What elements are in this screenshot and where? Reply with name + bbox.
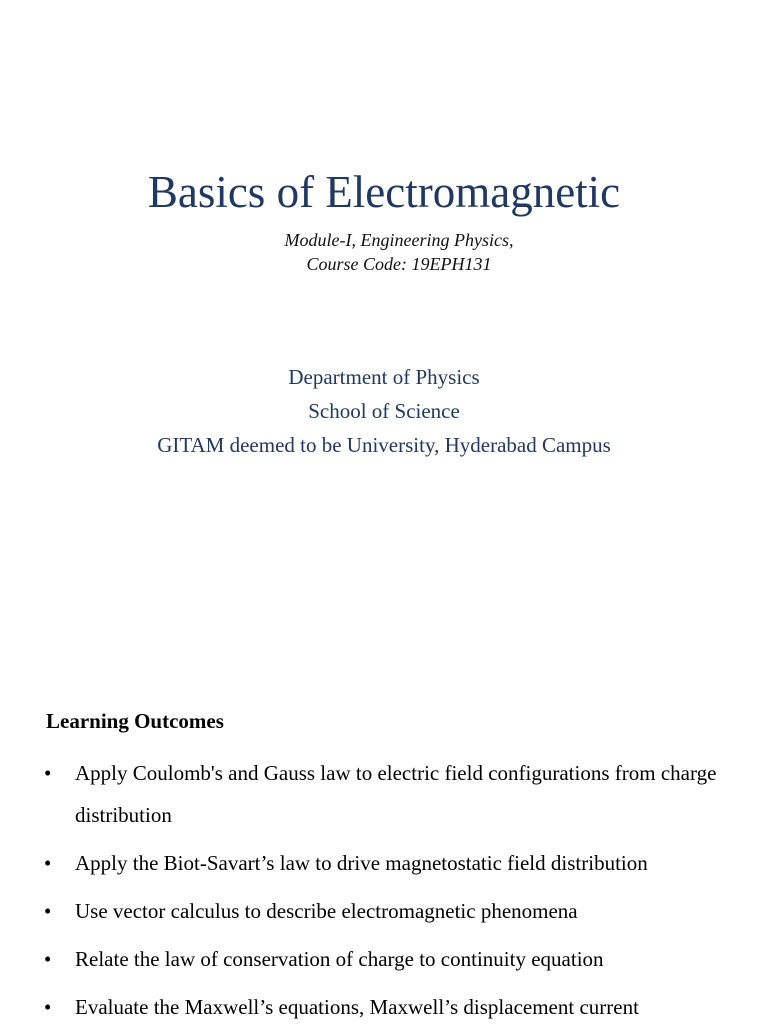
department-name: Department of Physics	[288, 365, 480, 389]
list-item	[0, 938, 768, 980]
list-item-text: Evaluate the Maxwell’s equations, Maxwell’s displacement current	[75, 995, 639, 1019]
document-title: Basics of Electromagnetic	[147, 167, 621, 217]
list-item	[0, 842, 768, 884]
learning-outcomes-heading: Learning Outcomes	[46, 709, 224, 733]
list-item-text: Use vector calculus to describe electromagnetic phenomena	[75, 899, 578, 923]
school-name: School of Science	[308, 399, 460, 423]
module-subtitle: Module-I, Engineering Physics,	[284, 230, 514, 250]
list-item	[0, 890, 768, 932]
list-item-text: Apply the Biot-Savart’s law to drive magnetostatic field distribution	[75, 851, 648, 875]
bullet-icon: •	[44, 899, 52, 923]
list-item	[0, 986, 768, 1024]
bullet-icon: •	[44, 995, 52, 1019]
bullet-icon: •	[44, 947, 52, 971]
list-item-text: Apply Coulomb's and Gauss law to electric field configurations from charge distribution	[75, 761, 717, 827]
university-name: GITAM deemed to be University, Hyderabad Campus	[157, 433, 611, 457]
learning-outcomes-list	[0, 752, 768, 1024]
course-code: Course Code: 19EPH131	[306, 254, 492, 274]
bullet-icon: •	[44, 761, 52, 785]
bullet-icon: •	[44, 851, 52, 875]
list-item-text: Relate the law of conservation of charge to continuity equation	[75, 947, 604, 971]
list-item	[0, 752, 768, 836]
